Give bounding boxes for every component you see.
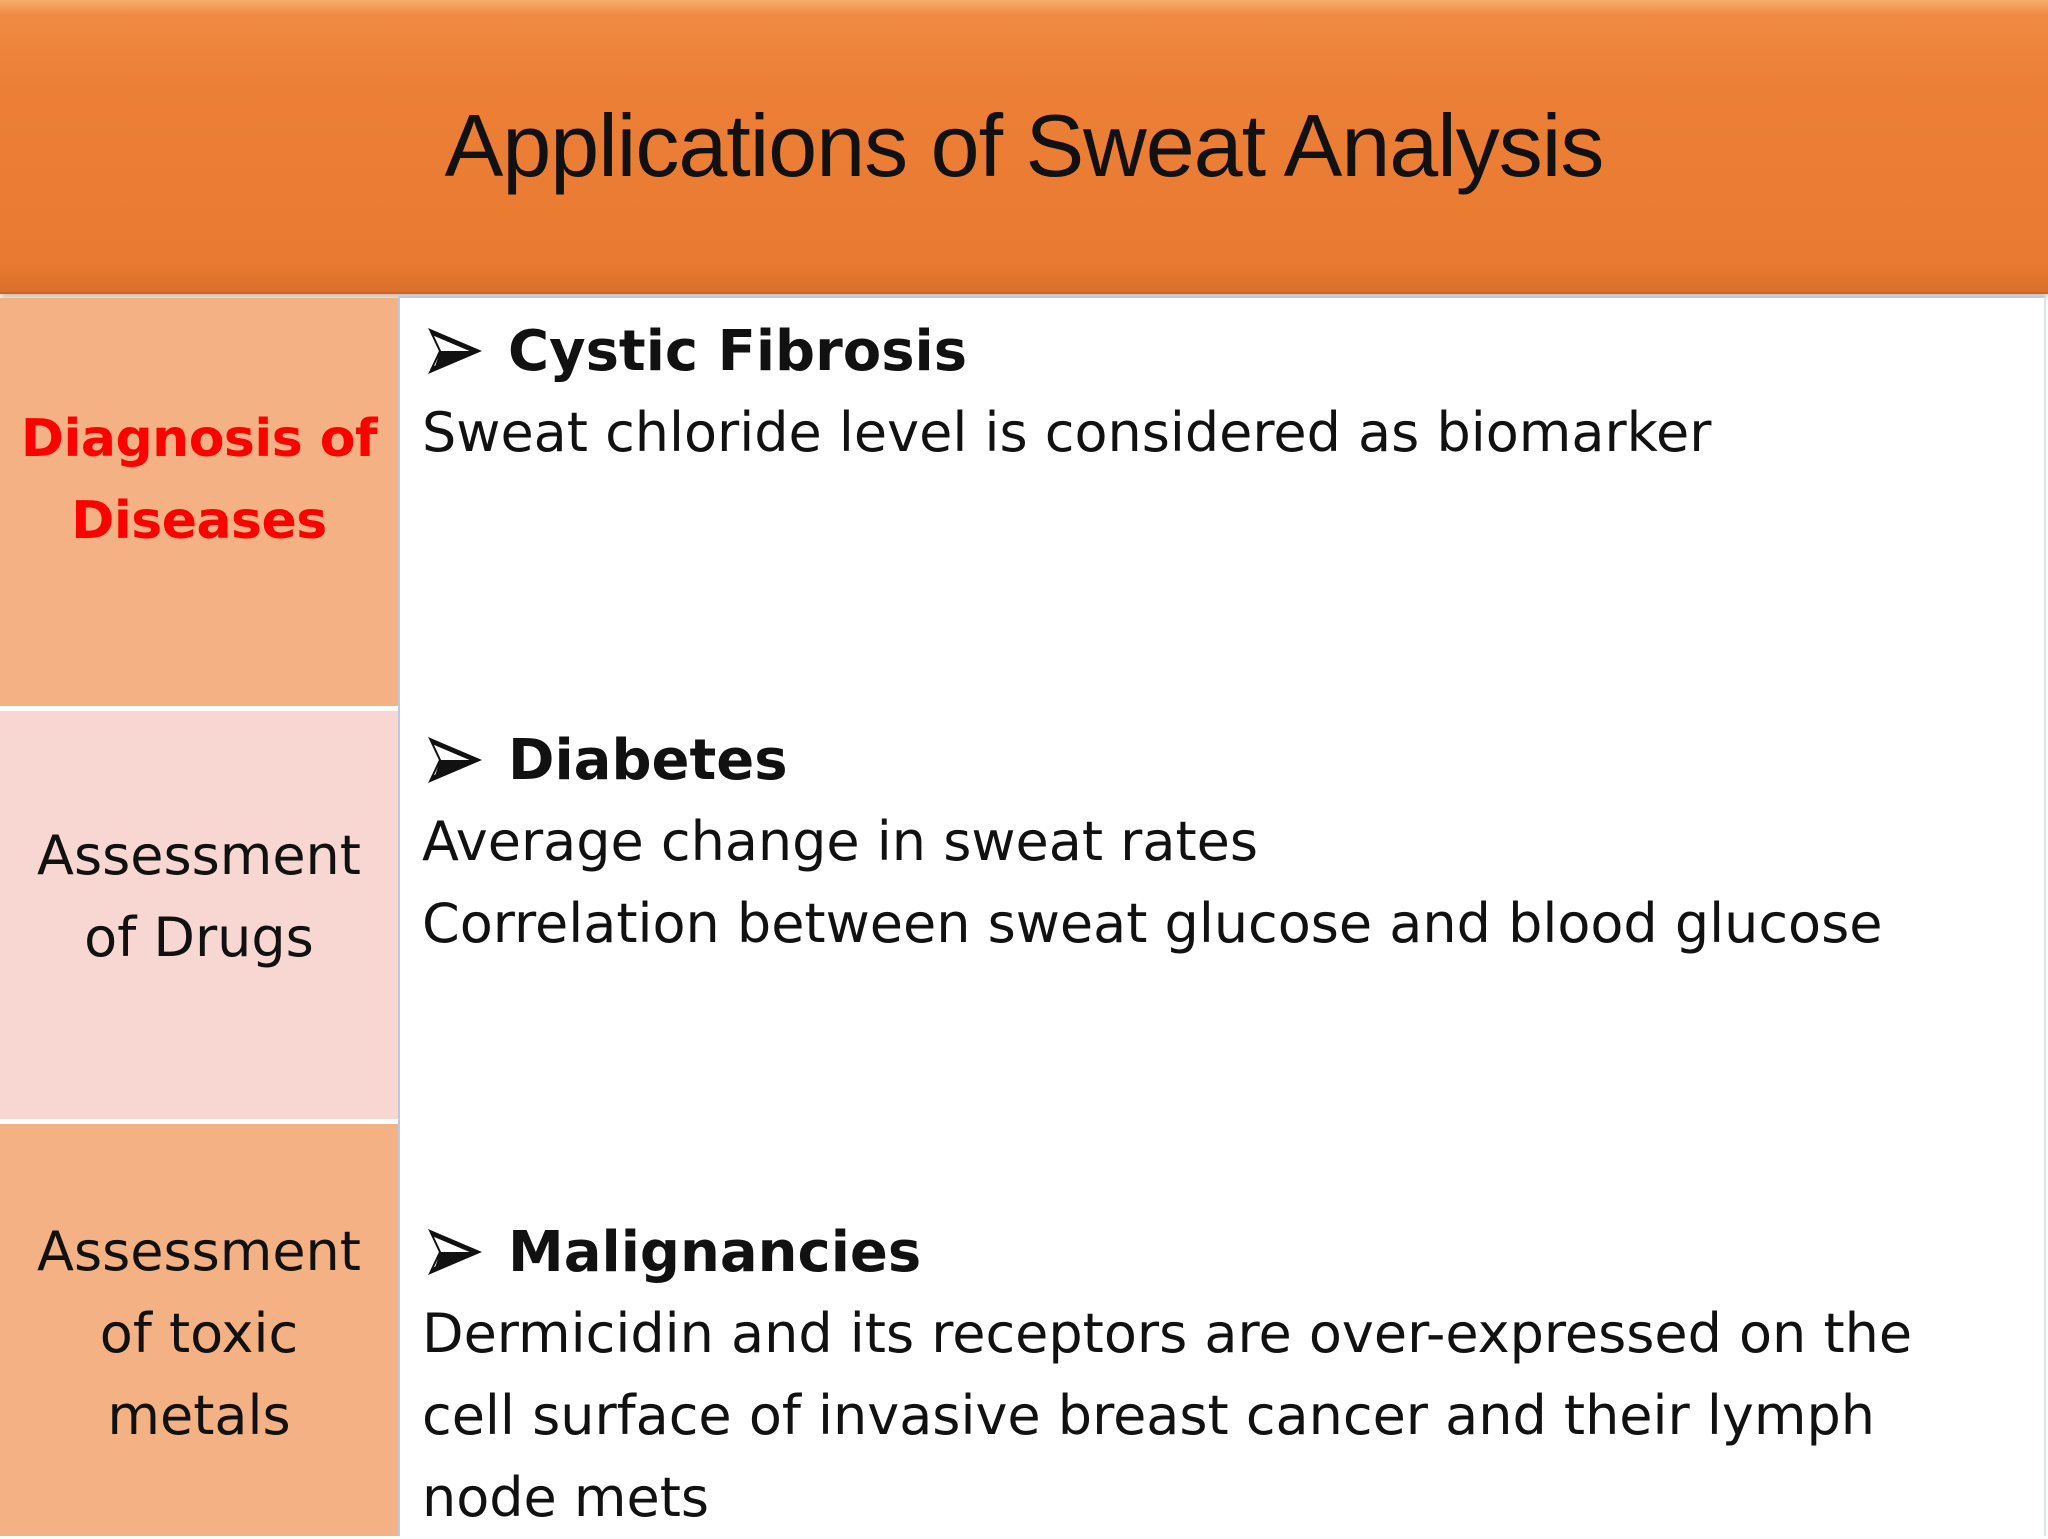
section-cystic-fibrosis (422, 310, 2044, 474)
content-panel (400, 296, 2046, 1536)
section-line: Average change in sweat rates (422, 810, 1258, 873)
category-label-line: Assessment (37, 1220, 361, 1283)
category-label-line: Diagnosis of (20, 409, 378, 469)
section-line: Dermicidin and its receptors are over-expressed on the (422, 1302, 1913, 1365)
category-cell-drugs (0, 711, 398, 1119)
section-diabetes (422, 719, 2044, 965)
section-heading-text: Cystic Fibrosis (508, 318, 968, 384)
arrowhead-bullet-icon (426, 735, 484, 785)
category-label-drugs (37, 815, 361, 979)
section-line: Correlation between sweat glucose and blood glucose (422, 892, 1883, 955)
arrowhead-bullet-icon (426, 326, 484, 376)
category-label-line: Assessment (37, 824, 361, 887)
section-heading (422, 719, 2044, 801)
section-heading (422, 1211, 2044, 1293)
section-heading (422, 310, 2044, 392)
section-heading-text: Diabetes (508, 727, 788, 793)
section-line: node mets (422, 1466, 710, 1529)
arrowhead-bullet-icon (426, 1227, 484, 1277)
category-label-line: of Drugs (84, 906, 314, 969)
section-line: Sweat chloride level is considered as biomarker (422, 401, 1712, 464)
slide-title: Applications of Sweat Analysis (444, 96, 1604, 195)
section-heading-text: Malignancies (508, 1219, 922, 1285)
category-cell-toxic-metals (0, 1124, 398, 1536)
section-line: cell surface of invasive breast cancer and their lymph (422, 1384, 1875, 1447)
category-label-line: metals (107, 1384, 291, 1447)
category-cell-diagnosis (0, 298, 398, 706)
category-label-line: of toxic (99, 1302, 299, 1365)
category-label-toxic-metals (37, 1211, 361, 1457)
category-label-diagnosis (21, 398, 377, 562)
section-malignancies (422, 1211, 2044, 1539)
category-label-line: Diseases (71, 491, 327, 551)
